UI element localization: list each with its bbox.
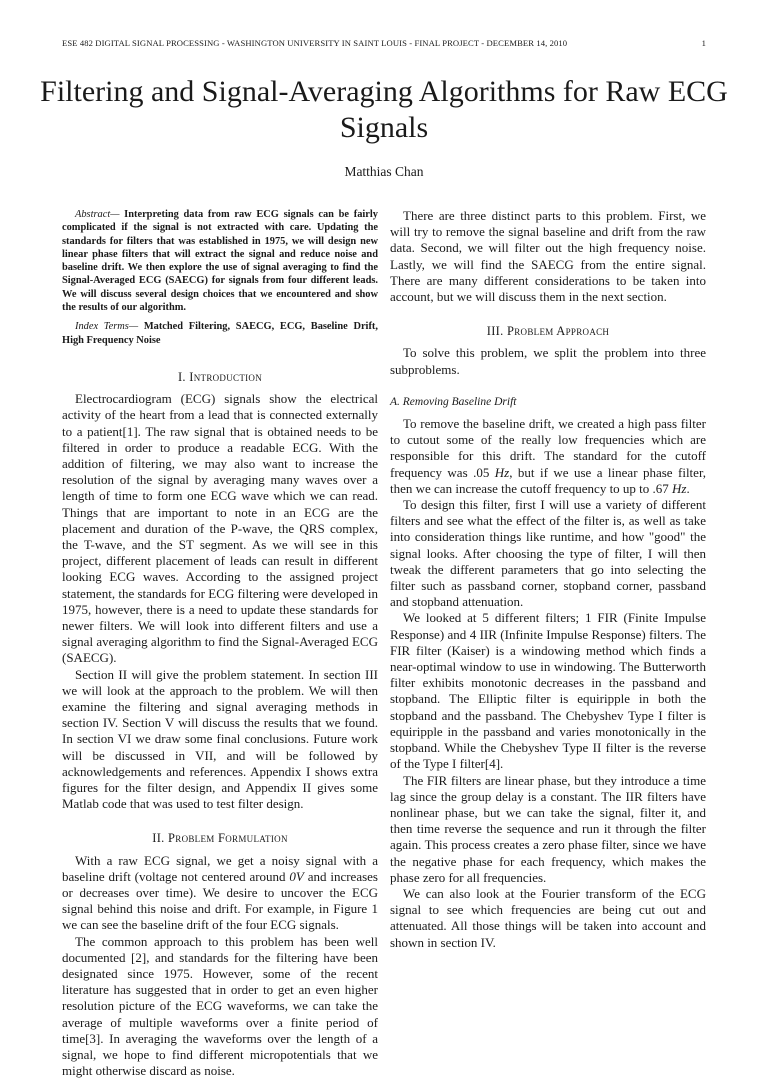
index-terms-text: Matched Filtering, SAECG, ECG, Baseline Drift, High Frequency Noise xyxy=(62,321,378,346)
formulation-p1-math: 0V xyxy=(289,868,304,884)
approach-p2-text-c: . xyxy=(686,480,690,496)
approach-p2-text-a: To remove the baseline drift, we created a high pass filter to cutout some of the really low frequencies which are responsible for this drift. The standard for the cutoff frequency was .05 xyxy=(390,416,706,480)
approach-paragraph-6: We can also look at the Fourier transform of the ECG signal to see which frequencies are being cut out and attenuated. All those things will be taken into account and shown in section IV. xyxy=(390,885,706,950)
intro-paragraph-2: Section II will give the problem statement. In section III we will look at the approach to the problem. We will then examine the filtering and signal averaging methods in section IV. Section V will discuss the results that we found. In section VI we draw some final conclusions. Future work will be discussed in VII, and will be followed by acknowledgements and references. Appendix I shows extra figures for the filter design, and Appendix II gives some Matlab code that was used to test filter design. xyxy=(62,666,378,812)
section-heading-problem-approach: III. Problem Approach xyxy=(486,324,610,339)
abstract-text: Interpreting data from raw ECG signals can be fairly complicated if the signal is not extracted with care. Updating the standards for filters that was established in 1975, we will design new linear phase filters that will extract the signal and reduce noise and baseline drift. We then explore the use of signal averaging to find the Signal-Averaged ECG (SAECG) for signals from four different leads. We will discuss several design choices that we encountered and show the results of our algorithm. xyxy=(62,209,378,314)
approach-p2-math-1: Hz xyxy=(494,464,510,480)
paper-author: Matthias Chan xyxy=(344,164,424,179)
approach-paragraph-4: We looked at 5 different filters; 1 FIR (Finite Impulse Response) and 4 IIR (Infinite Impulse Response) filters. The FIR filter (Kaiser) is a windowing method which finds a near-optimal window to use in windowing. The Butterworth filter exhibits monotonic decreases in the passband and stopband. The Elliptic filter is equiripple in both the stopband and the passband. The Chebyshev Type I filter is equiripple in the passband and varies monotonically in the stopband. While the Chebyshev Type II filter is the reverse of the Type I filter[4]. xyxy=(390,610,706,772)
formulation-paragraph-1 xyxy=(62,853,378,934)
left-column xyxy=(62,208,378,1080)
running-title: ESE 482 DIGITAL SIGNAL PROCESSING - WASHINGTON UNIVERSITY IN SAINT LOUIS - FINAL PROJECT - DECEMBER 14, 2010 xyxy=(62,38,568,48)
right-column xyxy=(390,208,706,951)
paper-title: Filtering and Signal-Averaging Algorithms for Raw ECG Signals xyxy=(40,75,728,144)
formulation-p1-text-a: With a raw ECG signal, we get a noisy signal with a baseline drift (voltage not centered around xyxy=(62,852,378,884)
section-heading-introduction: I. Introduction xyxy=(177,369,263,384)
formulation-p1-text-b: and increases or decreases over time). We desire to uncover the ECG signal behind this noise and drift. For example, in Figure 1 we can see the baseline drift of the four ECG signals. xyxy=(62,868,378,933)
approach-p2-math-2: Hz xyxy=(672,480,687,496)
abstract xyxy=(62,208,378,314)
index-terms xyxy=(62,320,378,347)
formulation-paragraph-2: The common approach to this problem has been well documented [2], and standards for the filtering have been designated since 1975. However, some of the recent literature has suggested that in order to get an even higher resolution picture of the ECG waveforms, we can take the average of multiple waveforms over a finite period of time[3]. In averaging the waveforms over the length of a signal, we hope to find different micropotentials that we might otherwise discard as noise. xyxy=(62,933,378,1079)
formulation-paragraph-3: There are three distinct parts to this problem. First, we will try to remove the signal baseline and drift from the raw data. Second, we will filter out the high frequency noise. Lastly, we will find the SAECG from the entire signal. There are many different considerations to be taken into account, but we will discuss them in the next section. xyxy=(390,208,706,305)
approach-paragraph-5: The FIR filters are linear phase, but they introduce a time lag since the group delay is a constant. The IIR filters have nonlinear phase, but we can take the signal, filter it, and then time reverse the sequence and run it through the filter again. This process creates a zero phase filter, since we have the negative phase for each frequency, which makes the phase zero for all frequencies. xyxy=(390,772,706,885)
approach-p2-text-b: , but if we use a linear phase filter, then we can increase the cutoff frequency to up to .67 xyxy=(390,464,706,496)
approach-paragraph-2 xyxy=(390,416,706,497)
approach-paragraph-1: To solve this problem, we split the problem into three subproblems. xyxy=(390,345,706,377)
running-head xyxy=(62,38,706,48)
index-terms-label: Index Terms— xyxy=(75,321,139,333)
page-number: 1 xyxy=(701,38,706,48)
abstract-label: Abstract— xyxy=(75,209,120,220)
section-heading-problem-formulation: II. Problem Formulation xyxy=(152,831,288,846)
intro-paragraph-1: Electrocardiogram (ECG) signals show the electrical activity of the heart from a lead that is connected externally to a patient[1]. The raw signal that is obtained needs to be filtered in order to produce a readable ECG. With the addition of filtering, we may also want to increase the resolution of the signal by averaging many waves over a length of time to form one ECG wave which we can read. Things that are important to note in an ECG are the placement and duration of the P-wave, the QRS complex, the T-wave, and the ST segment. As we will see in this project, different placement of leads can result in different looking ECG waves. According to the assigned project statement, the standards for ECG filtering were developed in 1975, however, there is a need to update these standards for newer filters. We will look into different filters and use a signal averaging algorithm to find the Signal-Averaged ECG (SAECG). xyxy=(62,391,378,666)
approach-paragraph-3: To design this filter, first I will use a variety of different filters and see what the effect of the filter is, as well as take into consideration things like runtime, and how "good" the signal looks. After choosing the type of filter, I will then tweak the different parameters that go into selecting the filter such as passband corner, stopband corner, passband and stopband attenuation. xyxy=(390,497,706,610)
subsection-heading-removing-baseline-drift: A. Removing Baseline Drift xyxy=(390,395,517,408)
